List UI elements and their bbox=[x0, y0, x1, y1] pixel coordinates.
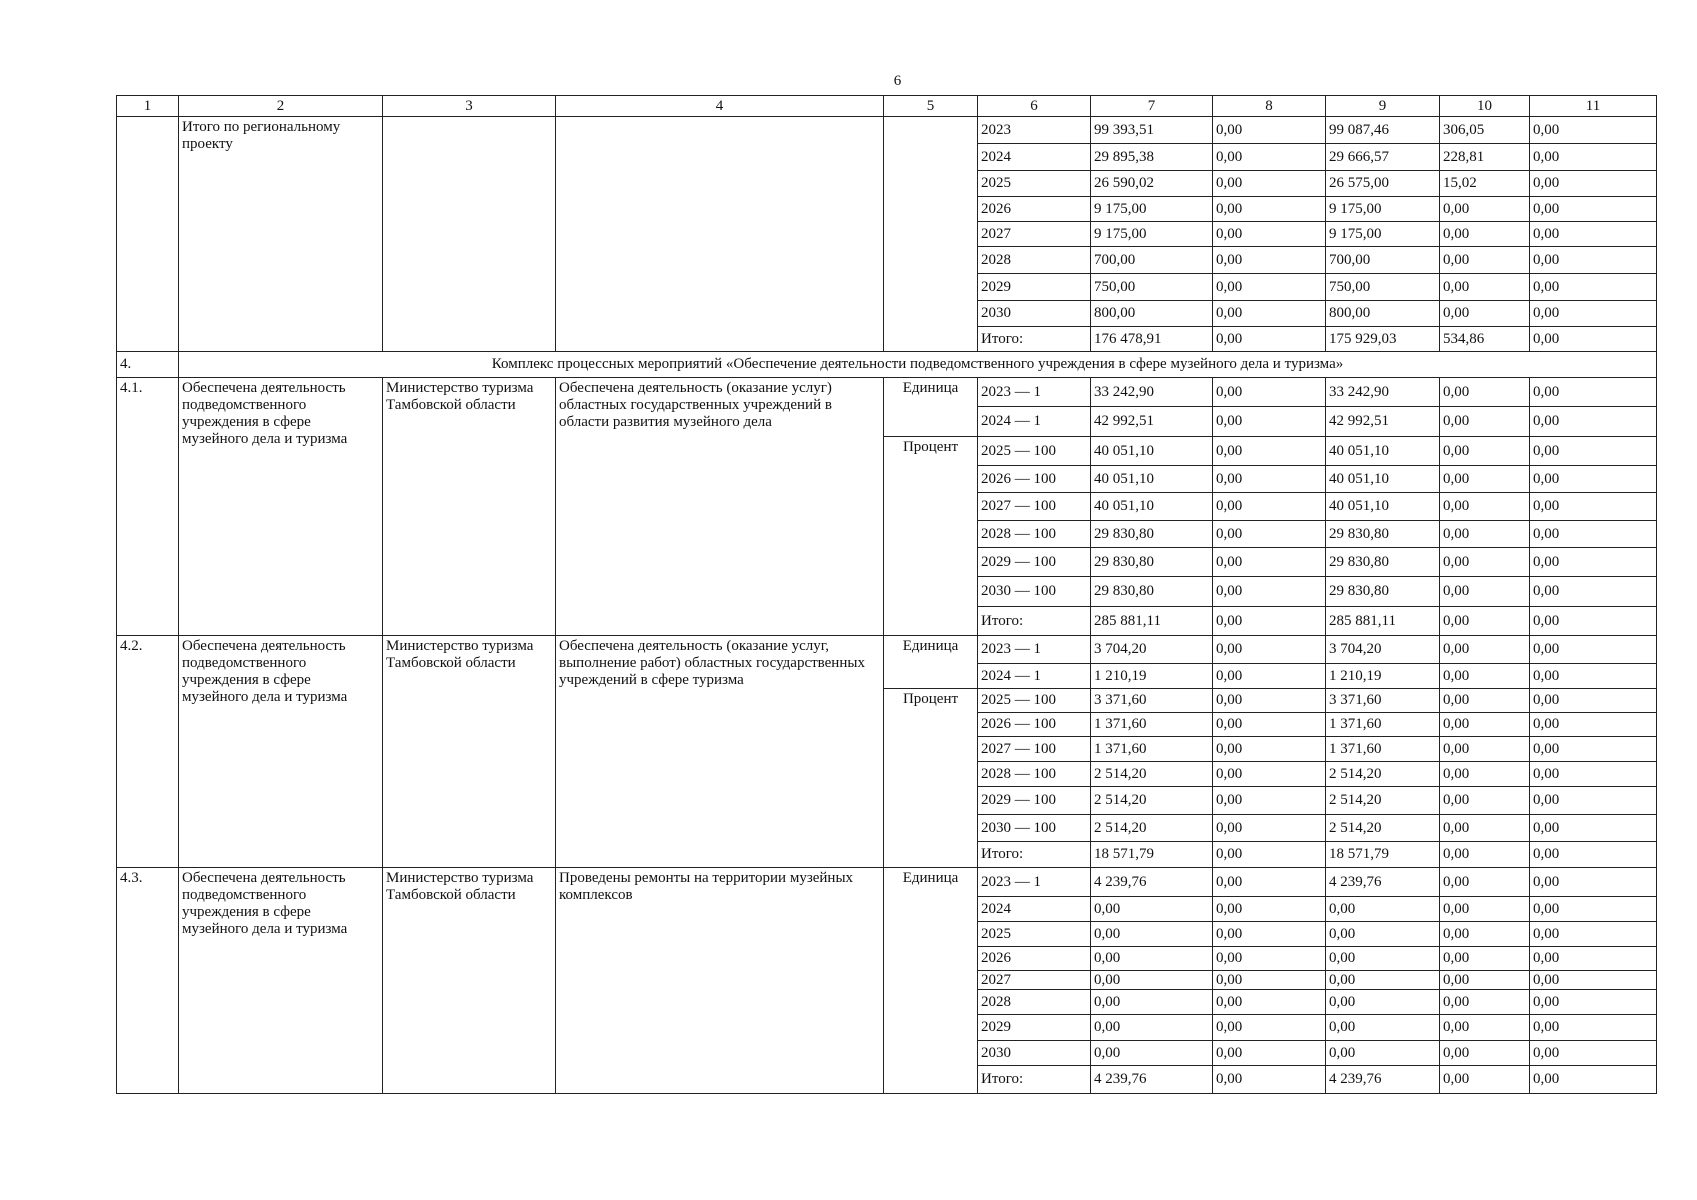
value-cell: 0,00 bbox=[1440, 842, 1530, 868]
value-cell: 0,00 bbox=[1213, 762, 1326, 787]
description-cell: Обеспечена деятельность (оказание услуг) областных государственных учреждений в области развития музейного дела bbox=[556, 378, 884, 636]
description-cell bbox=[556, 117, 884, 352]
value-cell: 2 514,20 bbox=[1326, 762, 1440, 787]
value-cell: 29 895,38 bbox=[1091, 144, 1213, 171]
value-cell: 42 992,51 bbox=[1326, 407, 1440, 437]
value-cell: 0,00 bbox=[1440, 762, 1530, 787]
result-cell: Итого по региональному проекту bbox=[179, 117, 383, 352]
value-cell: 0,00 bbox=[1530, 990, 1657, 1015]
unit-cell: Единица bbox=[884, 636, 978, 689]
value-cell: 750,00 bbox=[1091, 274, 1213, 301]
year-cell: 2027 — 100 bbox=[978, 493, 1091, 521]
value-cell: 4 239,76 bbox=[1091, 1066, 1213, 1094]
year-cell: 2030 bbox=[978, 1041, 1091, 1066]
value-cell: 0,00 bbox=[1213, 636, 1326, 664]
value-cell: 99 087,46 bbox=[1326, 117, 1440, 144]
year-cell: 2023 — 1 bbox=[978, 636, 1091, 664]
column-header: 5 bbox=[884, 96, 978, 117]
value-cell: 0,00 bbox=[1530, 636, 1657, 664]
value-cell: 0,00 bbox=[1440, 713, 1530, 737]
value-cell: 2 514,20 bbox=[1091, 762, 1213, 787]
measure-block-4-3 bbox=[117, 868, 1657, 1094]
value-cell: 0,00 bbox=[1530, 548, 1657, 577]
value-cell: 0,00 bbox=[1091, 897, 1213, 922]
value-cell: 0,00 bbox=[1530, 713, 1657, 737]
value-cell: 0,00 bbox=[1213, 144, 1326, 171]
value-cell: 0,00 bbox=[1440, 689, 1530, 713]
value-cell: 0,00 bbox=[1530, 577, 1657, 607]
value-cell: 0,00 bbox=[1213, 197, 1326, 222]
value-cell: 0,00 bbox=[1440, 521, 1530, 548]
value-cell: 0,00 bbox=[1440, 1041, 1530, 1066]
page-number: 6 bbox=[893, 73, 902, 89]
year-cell: 2029 — 100 bbox=[978, 787, 1091, 815]
year-cell: 2025 bbox=[978, 171, 1091, 197]
year-cell: 2024 — 1 bbox=[978, 664, 1091, 689]
value-cell: 0,00 bbox=[1213, 787, 1326, 815]
value-cell: 800,00 bbox=[1091, 301, 1213, 327]
year-cell: Итого: bbox=[978, 842, 1091, 868]
value-cell: 0,00 bbox=[1440, 868, 1530, 897]
value-cell: 1 371,60 bbox=[1091, 737, 1213, 762]
year-cell: Итого: bbox=[978, 607, 1091, 636]
year-cell: 2024 bbox=[978, 897, 1091, 922]
section-number: 4. bbox=[117, 352, 179, 378]
value-cell: 0,00 bbox=[1440, 1015, 1530, 1041]
year-cell: 2024 bbox=[978, 144, 1091, 171]
value-cell: 0,00 bbox=[1530, 1066, 1657, 1094]
value-cell: 0,00 bbox=[1530, 301, 1657, 327]
value-cell: 0,00 bbox=[1213, 842, 1326, 868]
value-cell: 99 393,51 bbox=[1091, 117, 1213, 144]
value-cell: 0,00 bbox=[1213, 990, 1326, 1015]
column-header: 4 bbox=[556, 96, 884, 117]
value-cell: 0,00 bbox=[1213, 922, 1326, 947]
year-cell: Итого: bbox=[978, 1066, 1091, 1094]
value-cell: 0,00 bbox=[1530, 842, 1657, 868]
value-cell: 0,00 bbox=[1440, 222, 1530, 247]
value-cell: 4 239,76 bbox=[1091, 868, 1213, 897]
description-cell: Проведены ремонты на территории музейных комплексов bbox=[556, 868, 884, 1094]
value-cell: 0,00 bbox=[1213, 607, 1326, 636]
value-cell: 9 175,00 bbox=[1091, 197, 1213, 222]
value-cell: 0,00 bbox=[1213, 1041, 1326, 1066]
value-cell: 3 704,20 bbox=[1091, 636, 1213, 664]
value-cell: 0,00 bbox=[1530, 664, 1657, 689]
value-cell: 9 175,00 bbox=[1091, 222, 1213, 247]
year-cell: 2028 — 100 bbox=[978, 521, 1091, 548]
value-cell: 0,00 bbox=[1213, 737, 1326, 762]
value-cell: 0,00 bbox=[1530, 762, 1657, 787]
value-cell: 0,00 bbox=[1213, 548, 1326, 577]
executor-cell: Министерство туризма Тамбовской области bbox=[383, 868, 556, 1094]
value-cell: 0,00 bbox=[1530, 327, 1657, 352]
value-cell: 0,00 bbox=[1440, 897, 1530, 922]
value-cell: 2 514,20 bbox=[1326, 815, 1440, 842]
value-cell: 700,00 bbox=[1091, 247, 1213, 274]
measure-block-4-1 bbox=[117, 378, 1657, 636]
value-cell: 0,00 bbox=[1530, 407, 1657, 437]
value-cell: 0,00 bbox=[1530, 607, 1657, 636]
row-number-cell: 4.2. bbox=[117, 636, 179, 868]
table-row bbox=[117, 636, 1657, 664]
value-cell: 0,00 bbox=[1213, 493, 1326, 521]
result-cell: Обеспечена деятельность подведомственного учреждения в сфере музейного дела и туризма bbox=[179, 636, 383, 868]
value-cell: 0,00 bbox=[1091, 971, 1213, 990]
value-cell: 0,00 bbox=[1440, 197, 1530, 222]
value-cell: 0,00 bbox=[1213, 689, 1326, 713]
value-cell: 0,00 bbox=[1440, 607, 1530, 636]
value-cell: 175 929,03 bbox=[1326, 327, 1440, 352]
year-cell: 2030 — 100 bbox=[978, 815, 1091, 842]
value-cell: 29 666,57 bbox=[1326, 144, 1440, 171]
value-cell: 1 371,60 bbox=[1326, 713, 1440, 737]
value-cell: 0,00 bbox=[1440, 247, 1530, 274]
column-header: 10 bbox=[1440, 96, 1530, 117]
year-cell: 2029 — 100 bbox=[978, 548, 1091, 577]
value-cell: 0,00 bbox=[1530, 689, 1657, 713]
column-header: 6 bbox=[978, 96, 1091, 117]
year-cell: 2025 bbox=[978, 922, 1091, 947]
value-cell: 0,00 bbox=[1213, 247, 1326, 274]
value-cell: 0,00 bbox=[1530, 737, 1657, 762]
column-header: 7 bbox=[1091, 96, 1213, 117]
value-cell: 0,00 bbox=[1530, 117, 1657, 144]
value-cell: 0,00 bbox=[1213, 171, 1326, 197]
unit-cell bbox=[884, 117, 978, 352]
row-number-cell: 4.3. bbox=[117, 868, 179, 1094]
table-row bbox=[117, 117, 1657, 144]
value-cell: 1 371,60 bbox=[1326, 737, 1440, 762]
row-number-cell bbox=[117, 117, 179, 352]
column-header: 1 bbox=[117, 96, 179, 117]
value-cell: 285 881,11 bbox=[1326, 607, 1440, 636]
value-cell: 26 575,00 bbox=[1326, 171, 1440, 197]
value-cell: 0,00 bbox=[1440, 815, 1530, 842]
year-cell: 2029 bbox=[978, 274, 1091, 301]
value-cell: 0,00 bbox=[1213, 815, 1326, 842]
value-cell: 0,00 bbox=[1213, 577, 1326, 607]
value-cell: 0,00 bbox=[1213, 713, 1326, 737]
year-cell: 2027 — 100 bbox=[978, 737, 1091, 762]
value-cell: 4 239,76 bbox=[1326, 868, 1440, 897]
value-cell: 0,00 bbox=[1530, 274, 1657, 301]
value-cell: 0,00 bbox=[1530, 171, 1657, 197]
value-cell: 29 830,80 bbox=[1091, 521, 1213, 548]
value-cell: 0,00 bbox=[1530, 247, 1657, 274]
row-number-cell: 4.1. bbox=[117, 378, 179, 636]
value-cell: 9 175,00 bbox=[1326, 222, 1440, 247]
value-cell: 306,05 bbox=[1440, 117, 1530, 144]
year-cell: 2025 — 100 bbox=[978, 437, 1091, 466]
value-cell: 0,00 bbox=[1213, 378, 1326, 407]
year-cell: 2028 bbox=[978, 247, 1091, 274]
value-cell: 0,00 bbox=[1440, 922, 1530, 947]
value-cell: 2 514,20 bbox=[1326, 787, 1440, 815]
year-cell: Итого: bbox=[978, 327, 1091, 352]
section-row bbox=[117, 352, 1657, 378]
year-cell: 2026 bbox=[978, 947, 1091, 971]
value-cell: 0,00 bbox=[1440, 548, 1530, 577]
value-cell: 285 881,11 bbox=[1091, 607, 1213, 636]
value-cell: 0,00 bbox=[1530, 197, 1657, 222]
executor-cell: Министерство туризма Тамбовской области bbox=[383, 378, 556, 636]
value-cell: 40 051,10 bbox=[1091, 437, 1213, 466]
value-cell: 2 514,20 bbox=[1091, 815, 1213, 842]
value-cell: 9 175,00 bbox=[1326, 197, 1440, 222]
financing-table bbox=[116, 95, 1657, 1094]
value-cell: 0,00 bbox=[1530, 144, 1657, 171]
year-cell: 2030 bbox=[978, 301, 1091, 327]
value-cell: 0,00 bbox=[1530, 493, 1657, 521]
value-cell: 0,00 bbox=[1091, 947, 1213, 971]
value-cell: 0,00 bbox=[1213, 868, 1326, 897]
value-cell: 0,00 bbox=[1440, 274, 1530, 301]
value-cell: 29 830,80 bbox=[1326, 548, 1440, 577]
unit-cell: Единица bbox=[884, 378, 978, 437]
value-cell: 0,00 bbox=[1326, 897, 1440, 922]
value-cell: 0,00 bbox=[1213, 897, 1326, 922]
table-row bbox=[117, 378, 1657, 407]
value-cell: 0,00 bbox=[1326, 922, 1440, 947]
unit-cell: Процент bbox=[884, 437, 978, 636]
value-cell: 0,00 bbox=[1530, 787, 1657, 815]
value-cell: 33 242,90 bbox=[1091, 378, 1213, 407]
value-cell: 0,00 bbox=[1213, 521, 1326, 548]
value-cell: 33 242,90 bbox=[1326, 378, 1440, 407]
year-cell: 2023 bbox=[978, 117, 1091, 144]
year-cell: 2023 — 1 bbox=[978, 868, 1091, 897]
year-cell: 2026 bbox=[978, 197, 1091, 222]
value-cell: 42 992,51 bbox=[1091, 407, 1213, 437]
value-cell: 0,00 bbox=[1440, 493, 1530, 521]
value-cell: 0,00 bbox=[1440, 636, 1530, 664]
value-cell: 0,00 bbox=[1326, 971, 1440, 990]
value-cell: 0,00 bbox=[1530, 868, 1657, 897]
value-cell: 1 371,60 bbox=[1091, 713, 1213, 737]
unit-cell: Процент bbox=[884, 689, 978, 868]
value-cell: 29 830,80 bbox=[1326, 521, 1440, 548]
value-cell: 0,00 bbox=[1440, 301, 1530, 327]
column-header: 9 bbox=[1326, 96, 1440, 117]
value-cell: 0,00 bbox=[1326, 990, 1440, 1015]
year-cell: 2029 bbox=[978, 1015, 1091, 1041]
value-cell: 0,00 bbox=[1213, 437, 1326, 466]
value-cell: 0,00 bbox=[1091, 990, 1213, 1015]
value-cell: 0,00 bbox=[1213, 407, 1326, 437]
value-cell: 40 051,10 bbox=[1091, 493, 1213, 521]
value-cell: 0,00 bbox=[1530, 947, 1657, 971]
year-cell: 2026 — 100 bbox=[978, 713, 1091, 737]
year-cell: 2028 bbox=[978, 990, 1091, 1015]
value-cell: 228,81 bbox=[1440, 144, 1530, 171]
value-cell: 0,00 bbox=[1530, 521, 1657, 548]
value-cell: 0,00 bbox=[1440, 664, 1530, 689]
value-cell: 0,00 bbox=[1091, 1041, 1213, 1066]
year-cell: 2026 — 100 bbox=[978, 466, 1091, 493]
value-cell: 1 210,19 bbox=[1326, 664, 1440, 689]
value-cell: 40 051,10 bbox=[1326, 437, 1440, 466]
value-cell: 0,00 bbox=[1213, 664, 1326, 689]
value-cell: 0,00 bbox=[1213, 117, 1326, 144]
unit-cell: Единица bbox=[884, 868, 978, 1094]
value-cell: 0,00 bbox=[1326, 947, 1440, 971]
value-cell: 0,00 bbox=[1326, 1015, 1440, 1041]
year-cell: 2023 — 1 bbox=[978, 378, 1091, 407]
section-title: Комплекс процессных мероприятий «Обеспечение деятельности подведомственного учреждения в сфере музейного дела и туризма» bbox=[179, 352, 1657, 378]
value-cell: 40 051,10 bbox=[1326, 466, 1440, 493]
value-cell: 0,00 bbox=[1440, 971, 1530, 990]
value-cell: 0,00 bbox=[1530, 466, 1657, 493]
value-cell: 0,00 bbox=[1440, 378, 1530, 407]
value-cell: 0,00 bbox=[1440, 466, 1530, 493]
table-row bbox=[117, 868, 1657, 897]
value-cell: 0,00 bbox=[1530, 815, 1657, 842]
value-cell: 0,00 bbox=[1440, 990, 1530, 1015]
value-cell: 0,00 bbox=[1440, 947, 1530, 971]
value-cell: 29 830,80 bbox=[1091, 548, 1213, 577]
value-cell: 0,00 bbox=[1530, 897, 1657, 922]
value-cell: 0,00 bbox=[1213, 1015, 1326, 1041]
value-cell: 0,00 bbox=[1440, 1066, 1530, 1094]
value-cell: 0,00 bbox=[1326, 1041, 1440, 1066]
year-cell: 2030 — 100 bbox=[978, 577, 1091, 607]
description-cell: Обеспечена деятельность (оказание услуг, выполнение работ) областных государственных учреждений в сфере туризма bbox=[556, 636, 884, 868]
value-cell: 534,86 bbox=[1440, 327, 1530, 352]
value-cell: 0,00 bbox=[1530, 437, 1657, 466]
value-cell: 0,00 bbox=[1213, 1066, 1326, 1094]
measure-block-4-2 bbox=[117, 636, 1657, 868]
value-cell: 3 371,60 bbox=[1326, 689, 1440, 713]
value-cell: 0,00 bbox=[1530, 222, 1657, 247]
value-cell: 0,00 bbox=[1213, 947, 1326, 971]
value-cell: 0,00 bbox=[1091, 922, 1213, 947]
value-cell: 0,00 bbox=[1440, 737, 1530, 762]
value-cell: 0,00 bbox=[1213, 274, 1326, 301]
value-cell: 0,00 bbox=[1213, 301, 1326, 327]
value-cell: 0,00 bbox=[1440, 577, 1530, 607]
value-cell: 2 514,20 bbox=[1091, 787, 1213, 815]
value-cell: 176 478,91 bbox=[1091, 327, 1213, 352]
year-cell: 2028 — 100 bbox=[978, 762, 1091, 787]
value-cell: 750,00 bbox=[1326, 274, 1440, 301]
value-cell: 15,02 bbox=[1440, 171, 1530, 197]
value-cell: 40 051,10 bbox=[1091, 466, 1213, 493]
value-cell: 4 239,76 bbox=[1326, 1066, 1440, 1094]
value-cell: 0,00 bbox=[1091, 1015, 1213, 1041]
value-cell: 700,00 bbox=[1326, 247, 1440, 274]
value-cell: 18 571,79 bbox=[1326, 842, 1440, 868]
value-cell: 0,00 bbox=[1530, 1015, 1657, 1041]
year-cell: 2027 bbox=[978, 971, 1091, 990]
value-cell: 0,00 bbox=[1213, 971, 1326, 990]
value-cell: 29 830,80 bbox=[1326, 577, 1440, 607]
value-cell: 0,00 bbox=[1530, 1041, 1657, 1066]
value-cell: 0,00 bbox=[1440, 787, 1530, 815]
value-cell: 0,00 bbox=[1213, 222, 1326, 247]
column-header: 11 bbox=[1530, 96, 1657, 117]
value-cell: 0,00 bbox=[1213, 466, 1326, 493]
value-cell: 1 210,19 bbox=[1091, 664, 1213, 689]
value-cell: 0,00 bbox=[1530, 378, 1657, 407]
year-cell: 2024 — 1 bbox=[978, 407, 1091, 437]
column-header: 8 bbox=[1213, 96, 1326, 117]
value-cell: 3 371,60 bbox=[1091, 689, 1213, 713]
regional-project-block bbox=[117, 117, 1657, 352]
value-cell: 18 571,79 bbox=[1091, 842, 1213, 868]
value-cell: 3 704,20 bbox=[1326, 636, 1440, 664]
column-header: 2 bbox=[179, 96, 383, 117]
year-cell: 2027 bbox=[978, 222, 1091, 247]
value-cell: 29 830,80 bbox=[1091, 577, 1213, 607]
value-cell: 0,00 bbox=[1530, 971, 1657, 990]
value-cell: 0,00 bbox=[1213, 327, 1326, 352]
column-number-row bbox=[117, 96, 1657, 117]
value-cell: 800,00 bbox=[1326, 301, 1440, 327]
value-cell: 0,00 bbox=[1530, 922, 1657, 947]
result-cell: Обеспечена деятельность подведомственного учреждения в сфере музейного дела и туризма bbox=[179, 378, 383, 636]
executor-cell bbox=[383, 117, 556, 352]
executor-cell: Министерство туризма Тамбовской области bbox=[383, 636, 556, 868]
value-cell: 40 051,10 bbox=[1326, 493, 1440, 521]
result-cell: Обеспечена деятельность подведомственного учреждения в сфере музейного дела и туризма bbox=[179, 868, 383, 1094]
value-cell: 0,00 bbox=[1440, 437, 1530, 466]
value-cell: 0,00 bbox=[1440, 407, 1530, 437]
column-header: 3 bbox=[383, 96, 556, 117]
year-cell: 2025 — 100 bbox=[978, 689, 1091, 713]
value-cell: 26 590,02 bbox=[1091, 171, 1213, 197]
